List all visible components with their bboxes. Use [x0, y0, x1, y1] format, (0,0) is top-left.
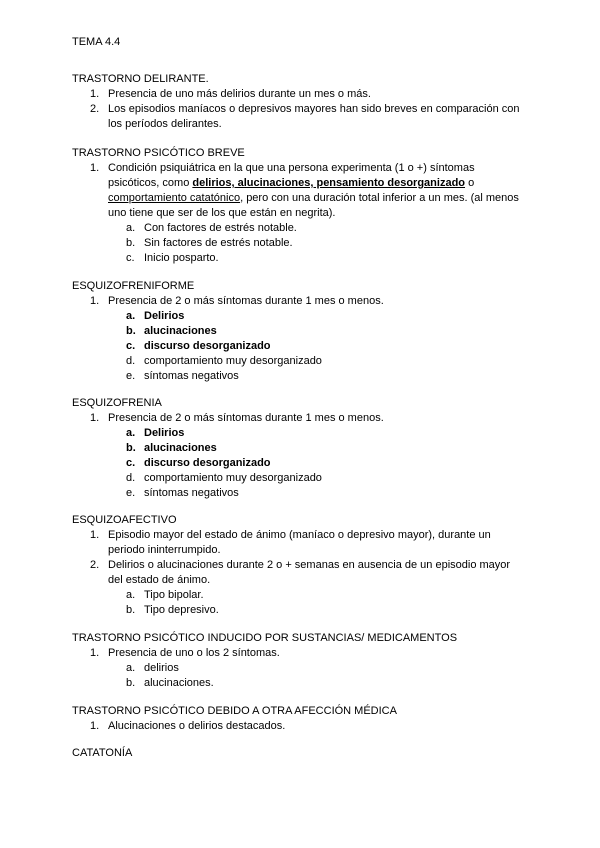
sublist-letter: a. [126, 427, 136, 439]
emphasized-text: delirios, alucinaciones, pensamiento desorganizado [192, 177, 466, 189]
sublist-item: síntomas negativos [144, 370, 239, 382]
sublist-item: delirios [144, 662, 179, 674]
list-item: Alucinaciones o delirios destacados. [108, 720, 286, 732]
list-item: Condición psiquiátrica en la que una persona experimenta (1 o +) síntomas [108, 162, 475, 174]
list-number: 1. [90, 412, 100, 424]
section-heading-afeccion-medica: TRASTORNO PSICÓTICO DEBIDO A OTRA AFECCIÓN MÉDICA [72, 705, 397, 717]
sublist-item: alucinaciones [144, 325, 217, 337]
list-item: Presencia de uno o los 2 síntomas. [108, 647, 280, 659]
list-number: 1. [90, 529, 100, 541]
list-item: Episodio mayor del estado de ánimo (maníaco o depresivo mayor), durante un [108, 529, 491, 541]
list-number: 1. [90, 295, 100, 307]
page-title: TEMA 4.4 [72, 36, 121, 48]
list-number: 1. [90, 720, 100, 732]
sublist-item: comportamiento muy desorganizado [144, 355, 322, 367]
list-number: 2. [90, 559, 100, 571]
list-item-continuation [108, 176, 474, 190]
section-heading-esquizofrenia: ESQUIZOFRENIA [72, 397, 162, 409]
list-number: 1. [90, 647, 100, 659]
sublist-item: Sin factores de estrés notable. [144, 237, 293, 249]
underlined-text: comportamiento catatónico [108, 192, 241, 204]
sublist-letter: b. [126, 325, 136, 337]
sublist-letter: b. [126, 677, 136, 689]
sublist-letter: b. [126, 442, 136, 454]
text-run: o [465, 177, 475, 189]
sublist-letter: a. [126, 222, 136, 234]
section-heading-delirante: TRASTORNO DELIRANTE. [72, 73, 209, 85]
list-item-continuation: uno tiene que ser de los que están en negrita). [108, 207, 336, 219]
sublist-letter: a. [126, 589, 136, 601]
sublist-item: Con factores de estrés notable. [144, 222, 297, 234]
list-item-continuation [108, 191, 519, 205]
list-item: Los episodios maníacos o depresivos mayores han sido breves en comparación con [108, 103, 520, 115]
list-item-continuation: los períodos delirantes. [108, 118, 222, 130]
sublist-item: Tipo depresivo. [144, 604, 219, 616]
list-item: Delirios o alucinaciones durante 2 o + semanas en ausencia de un episodio mayor [108, 559, 511, 571]
sublist-item: Tipo bipolar. [144, 589, 204, 601]
list-item-continuation: periodo ininterrumpido. [108, 544, 221, 556]
sublist-letter: a. [126, 310, 136, 322]
sublist-item: síntomas negativos [144, 487, 239, 499]
list-item-continuation: del estado de ánimo. [108, 574, 211, 586]
text-run: , pero con una duración total inferior a un mes. (al menos [240, 192, 519, 204]
list-number: 1. [90, 162, 100, 174]
list-item: Presencia de uno más delirios durante un mes o más. [108, 88, 371, 100]
section-heading-esquizofreniforme: ESQUIZOFRENIFORME [72, 280, 195, 292]
list-item: Presencia de 2 o más síntomas durante 1 mes o menos. [108, 412, 384, 424]
sublist-item: alucinaciones [144, 442, 217, 454]
sublist-item: Inicio posparto. [144, 252, 219, 264]
sublist-item: Delirios [144, 310, 185, 322]
sublist-letter: a. [126, 662, 136, 674]
list-number: 2. [90, 103, 100, 115]
list-item: Presencia de 2 o más síntomas durante 1 mes o menos. [108, 295, 384, 307]
sublist-letter: c. [126, 457, 136, 469]
sublist-item: discurso desorganizado [144, 457, 271, 469]
sublist-letter: d. [126, 472, 136, 484]
sublist-letter: b. [126, 237, 136, 249]
list-number: 1. [90, 88, 100, 100]
sublist-letter: e. [126, 370, 136, 382]
sublist-letter: c. [126, 252, 135, 264]
text-run: psicóticos, como [108, 177, 193, 189]
sublist-letter: d. [126, 355, 136, 367]
sublist-item: Delirios [144, 427, 185, 439]
sublist-letter: c. [126, 340, 136, 352]
sublist-item: discurso desorganizado [144, 340, 271, 352]
sublist-letter: b. [126, 604, 136, 616]
section-heading-inducido-sustancias: TRASTORNO PSICÓTICO INDUCIDO POR SUSTANCIAS/ MEDICAMENTOS [72, 632, 458, 644]
section-heading-esquizoafectivo: ESQUIZOAFECTIVO [72, 514, 177, 526]
sublist-letter: e. [126, 487, 136, 499]
sublist-item: alucinaciones. [144, 677, 214, 689]
sublist-item: comportamiento muy desorganizado [144, 472, 322, 484]
section-heading-psicotico-breve: TRASTORNO PSICÓTICO BREVE [72, 147, 245, 159]
section-heading-catatonia: CATATONÍA [72, 747, 133, 759]
